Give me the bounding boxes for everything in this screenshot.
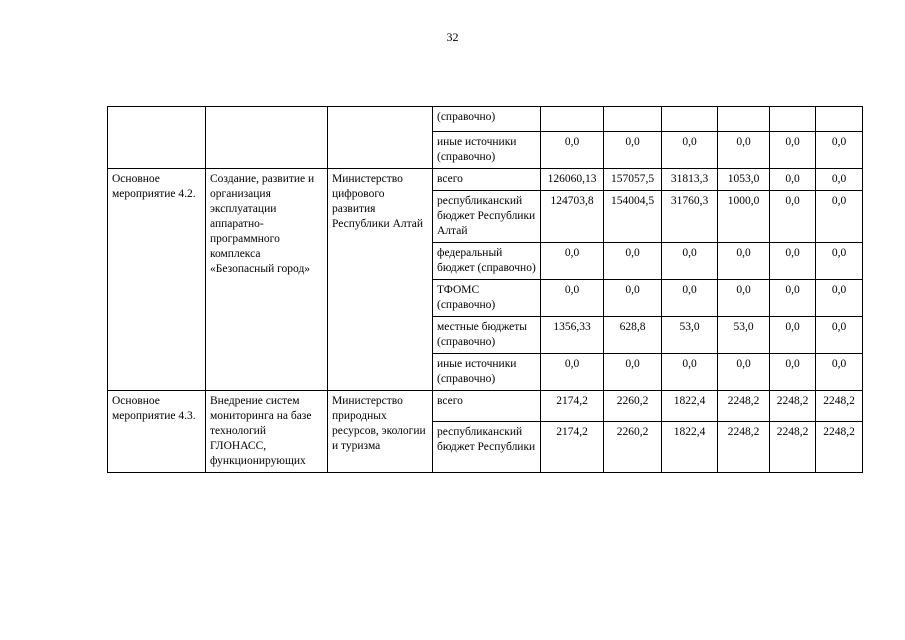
value-cell: 126060,13 xyxy=(541,169,604,191)
value-cell: 154004,5 xyxy=(604,191,662,243)
value-cell: 0,0 xyxy=(662,280,718,317)
value-cell: 0,0 xyxy=(662,354,718,391)
value-cell: 0,0 xyxy=(718,243,770,280)
value-cell: 0,0 xyxy=(770,169,816,191)
funding-source-cell: федеральный бюджет (справочно) xyxy=(433,243,541,280)
value-cell: 0,0 xyxy=(770,243,816,280)
value-cell xyxy=(770,107,816,132)
continued-description-cell xyxy=(206,107,328,169)
continued-executor-cell xyxy=(328,107,433,169)
description-cell: Внедрение систем мониторинга на базе технологий ГЛОНАСС, функционирующих xyxy=(206,391,328,473)
value-cell: 1822,4 xyxy=(662,421,718,472)
value-cell: 0,0 xyxy=(604,280,662,317)
table-row xyxy=(108,169,863,191)
value-cell: 0,0 xyxy=(816,191,863,243)
funding-table xyxy=(107,106,863,473)
value-cell: 0,0 xyxy=(770,132,816,169)
executor-cell: Министерство природных ресурсов, экологии и туризма xyxy=(328,391,433,473)
funding-source-cell: местные бюджеты (справочно) xyxy=(433,317,541,354)
value-cell: 31813,3 xyxy=(662,169,718,191)
value-cell: 53,0 xyxy=(662,317,718,354)
funding-source-cell: иные источники (справочно) xyxy=(433,354,541,391)
description-cell: Создание, развитие и организация эксплуатации аппаратно-программного комплекса «Безопасный город» xyxy=(206,169,328,391)
funding-source-cell: (справочно) xyxy=(433,107,541,132)
value-cell: 2248,2 xyxy=(770,391,816,422)
value-cell: 0,0 xyxy=(816,280,863,317)
continued-event-cell xyxy=(108,107,206,169)
event-cell: Основное мероприятие 4.3. xyxy=(108,391,206,473)
value-cell: 0,0 xyxy=(770,280,816,317)
table-row xyxy=(108,107,863,132)
value-cell: 2260,2 xyxy=(604,421,662,472)
value-cell: 0,0 xyxy=(604,354,662,391)
value-cell: 2248,2 xyxy=(816,391,863,422)
value-cell xyxy=(662,107,718,132)
value-cell: 1822,4 xyxy=(662,391,718,422)
value-cell: 0,0 xyxy=(541,132,604,169)
funding-source-cell: республиканский бюджет Республики Алтай xyxy=(433,191,541,243)
value-cell: 1356,33 xyxy=(541,317,604,354)
value-cell: 0,0 xyxy=(662,132,718,169)
value-cell: 2174,2 xyxy=(541,421,604,472)
value-cell: 0,0 xyxy=(816,243,863,280)
funding-source-cell: ТФОМС (справочно) xyxy=(433,280,541,317)
event-cell: Основное мероприятие 4.2. xyxy=(108,169,206,391)
value-cell xyxy=(604,107,662,132)
value-cell: 2248,2 xyxy=(718,391,770,422)
value-cell: 0,0 xyxy=(541,280,604,317)
value-cell xyxy=(541,107,604,132)
value-cell: 0,0 xyxy=(718,132,770,169)
value-cell: 2260,2 xyxy=(604,391,662,422)
value-cell: 157057,5 xyxy=(604,169,662,191)
funding-source-cell: республиканский бюджет Республики xyxy=(433,421,541,472)
value-cell: 2248,2 xyxy=(718,421,770,472)
value-cell: 0,0 xyxy=(541,243,604,280)
value-cell: 0,0 xyxy=(770,354,816,391)
value-cell xyxy=(816,107,863,132)
executor-cell: Министерство цифрового развития Республики Алтай xyxy=(328,169,433,391)
value-cell: 2248,2 xyxy=(816,421,863,472)
funding-source-cell: всего xyxy=(433,391,541,422)
value-cell: 1053,0 xyxy=(718,169,770,191)
value-cell: 0,0 xyxy=(816,169,863,191)
page-number: 32 xyxy=(446,30,459,44)
value-cell: 31760,3 xyxy=(662,191,718,243)
value-cell: 0,0 xyxy=(604,132,662,169)
value-cell: 0,0 xyxy=(816,132,863,169)
value-cell: 0,0 xyxy=(816,317,863,354)
value-cell: 0,0 xyxy=(718,354,770,391)
value-cell: 628,8 xyxy=(604,317,662,354)
value-cell: 53,0 xyxy=(718,317,770,354)
value-cell xyxy=(718,107,770,132)
value-cell: 2248,2 xyxy=(770,421,816,472)
table-row xyxy=(108,391,863,422)
value-cell: 0,0 xyxy=(770,317,816,354)
value-cell: 0,0 xyxy=(604,243,662,280)
funding-source-cell: иные источники (справочно) xyxy=(433,132,541,169)
value-cell: 0,0 xyxy=(816,354,863,391)
value-cell: 124703,8 xyxy=(541,191,604,243)
value-cell: 0,0 xyxy=(770,191,816,243)
funding-source-cell: всего xyxy=(433,169,541,191)
value-cell: 1000,0 xyxy=(718,191,770,243)
value-cell: 0,0 xyxy=(718,280,770,317)
value-cell: 0,0 xyxy=(541,354,604,391)
value-cell: 0,0 xyxy=(662,243,718,280)
value-cell: 2174,2 xyxy=(541,391,604,422)
